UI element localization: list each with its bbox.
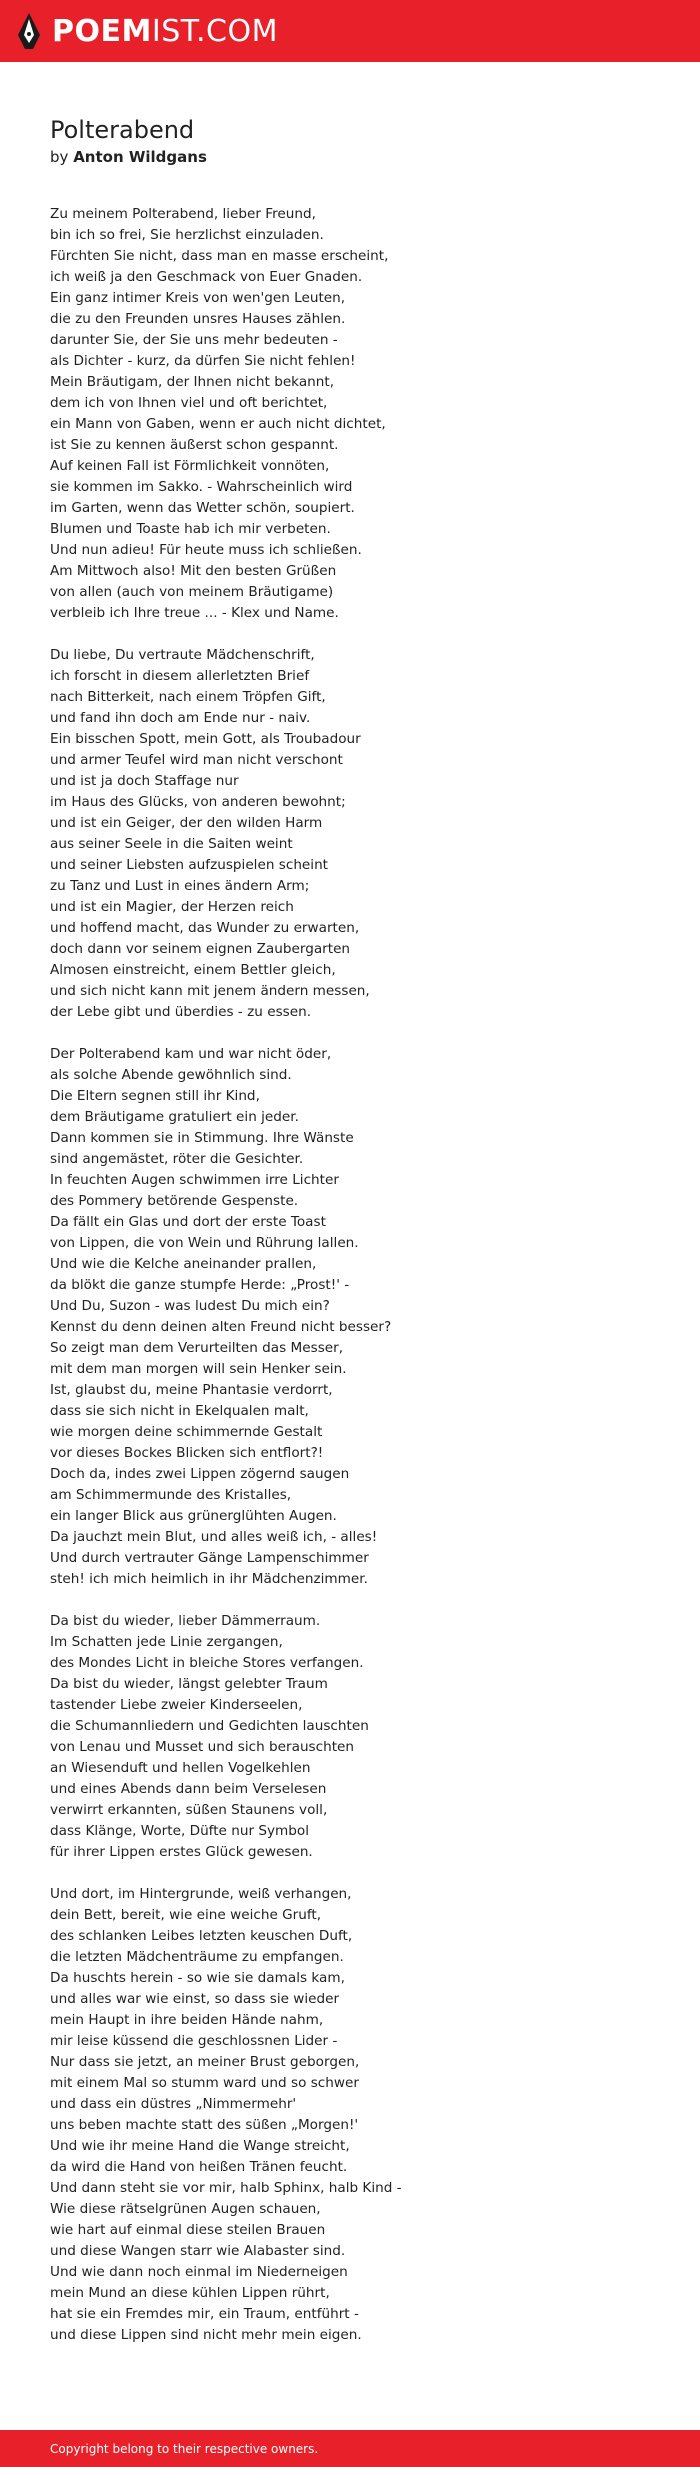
poem-line: und eines Abends dann beim Verselesen xyxy=(50,1781,327,1797)
site-footer xyxy=(0,2430,700,2467)
poem-line: dein Bett, bereit, wie eine weiche Gruft, xyxy=(50,1907,322,1923)
poem-line: ist Sie zu kennen äußerst schon gespannt. xyxy=(50,437,339,453)
poem-line: ich forscht in diesem allerletzten Brief xyxy=(50,668,310,684)
poem-line: mein Haupt in ihre beiden Hände nahm, xyxy=(50,2012,324,2028)
poem-line: Almosen einstreicht, einem Bettler gleich, xyxy=(50,962,336,978)
poem-line: hat sie ein Fremdes mir, ein Traum, entführt - xyxy=(50,2306,359,2322)
poem-line: Dann kommen sie in Stimmung. Ihre Wänste xyxy=(50,1130,354,1146)
poem-stanza xyxy=(50,204,650,624)
poem-line: Doch da, indes zwei Lippen zögernd saugen xyxy=(50,1466,350,1482)
poem-line: ein Mann von Gaben, wenn er auch nicht dichtet, xyxy=(50,416,386,432)
poem-line: dass Klänge, Worte, Düfte nur Symbol xyxy=(50,1823,310,1839)
poem-line: vor dieses Bockes Blicken sich entflort?! xyxy=(50,1445,324,1461)
poem-line: zu Tanz und Lust in eines ändern Arm; xyxy=(50,878,310,894)
poem-line: da wird die Hand von heißen Tränen feucht. xyxy=(50,2159,348,2175)
poem-line: Am Mittwoch also! Mit den besten Grüßen xyxy=(50,563,337,579)
poem-stanza xyxy=(50,645,650,1023)
site-logo-link[interactable] xyxy=(52,14,278,49)
poem-line: bin ich so frei, Sie herzlichst einzuladen. xyxy=(50,227,324,243)
poem-line: für ihrer Lippen erstes Glück gewesen. xyxy=(50,1844,313,1860)
poem-line: Und dort, im Hintergrunde, weiß verhangen, xyxy=(50,1886,352,1902)
poem-body xyxy=(50,204,650,2346)
poem-line: und ist ja doch Staffage nur xyxy=(50,773,239,789)
poem-line: Mein Bräutigam, der Ihnen nicht bekannt, xyxy=(50,374,335,390)
poem-line: Die Eltern segnen still ihr Kind, xyxy=(50,1088,260,1104)
poem-line: und seiner Liebsten aufzuspielen scheint xyxy=(50,857,329,873)
poem-line: Und wie dann noch einmal im Niederneigen xyxy=(50,2264,348,2280)
poem-line: Kennst du denn deinen alten Freund nicht besser? xyxy=(50,1319,392,1335)
footer-copyright: Copyright belong to their respective owners. xyxy=(50,2441,319,2456)
poem-line: und alles war wie einst, so dass sie wieder xyxy=(50,1991,340,2007)
poem-line: doch dann vor seinem eignen Zaubergarten xyxy=(50,941,351,957)
logo-light-text: IST.COM xyxy=(151,13,278,49)
poem-line: tastender Liebe zweier Kinderseelen, xyxy=(50,1697,303,1713)
poem-line: im Garten, wenn das Wetter schön, soupiert. xyxy=(50,500,355,516)
poem-line: und fand ihn doch am Ende nur - naiv. xyxy=(50,710,311,726)
site-header xyxy=(0,0,700,62)
poem-line: ein langer Blick aus grünerglühten Augen. xyxy=(50,1508,337,1524)
poem-line: von Lippen, die von Wein und Rührung lallen. xyxy=(50,1235,359,1251)
poem-line: und diese Wangen starr wie Alabaster sind. xyxy=(50,2243,346,2259)
poem-line: sie kommen im Sakko. - Wahrscheinlich wird xyxy=(50,479,353,495)
poem-line: Blumen und Toaste hab ich mir verbeten. xyxy=(50,521,331,537)
poem-line: darunter Sie, der Sie uns mehr bedeuten - xyxy=(50,332,338,348)
poem-line: des Mondes Licht in bleiche Stores verfangen. xyxy=(50,1655,364,1671)
poem-line: dem Bräutigame gratuliert ein jeder. xyxy=(50,1109,299,1125)
poem-line: aus seiner Seele in die Saiten weint xyxy=(50,836,293,852)
poem-line: da blökt die ganze stumpfe Herde: „Prost!' - xyxy=(50,1277,350,1293)
poem-stanza xyxy=(50,1044,650,1590)
poem-line: Ein ganz intimer Kreis von wen'gen Leuten, xyxy=(50,290,346,306)
poem-line: der Lebe gibt und überdies - zu essen. xyxy=(50,1004,312,1020)
poem-line: wie hart auf einmal diese steilen Brauen xyxy=(50,2222,326,2238)
poem-line: von allen (auch von meinem Bräutigame) xyxy=(50,584,334,600)
poem-line: Nur dass sie jetzt, an meiner Brust geborgen, xyxy=(50,2054,360,2070)
poem-line: mir leise küssend die geschlossnen Lider - xyxy=(50,2033,338,2049)
poem-line: Da bist du wieder, längst gelebter Traum xyxy=(50,1676,328,1692)
poem-line: mit einem Mal so stumm ward und so schwer xyxy=(50,2075,359,2091)
poem-line: des schlanken Leibes letzten keuschen Duft, xyxy=(50,1928,353,1944)
poem-line: Und wie die Kelche aneinander prallen, xyxy=(50,1256,317,1272)
poem-stanza xyxy=(50,1611,650,1863)
poem-line: von Lenau und Musset und sich berauschten xyxy=(50,1739,355,1755)
byline-prefix: by xyxy=(50,148,69,166)
poem-line: mit dem man morgen will sein Henker sein. xyxy=(50,1361,347,1377)
poem-line: Der Polterabend kam und war nicht öder, xyxy=(50,1046,332,1062)
poem-line: und dass ein düstres „Nimmermehr' xyxy=(50,2096,297,2112)
poem-line: sind angemästet, röter die Gesichter. xyxy=(50,1151,304,1167)
pen-nib-icon[interactable] xyxy=(18,13,40,49)
poem-content xyxy=(0,62,700,2346)
poem-line: an Wiesenduft und hellen Vogelkehlen xyxy=(50,1760,311,1776)
poem-line: die Schumannliedern und Gedichten lauschten xyxy=(50,1718,369,1734)
logo-bold-text: POEM xyxy=(52,13,152,49)
poem-line: Da jauchzt mein Blut, und alles weiß ich, - alles! xyxy=(50,1529,378,1545)
poem-line: als solche Abende gewöhnlich sind. xyxy=(50,1067,292,1083)
poem-line: und diese Lippen sind nicht mehr mein eigen. xyxy=(50,2327,362,2343)
poem-line: Und dann steht sie vor mir, halb Sphinx, halb Kind - xyxy=(50,2180,402,2196)
poem-line: Und wie ihr meine Hand die Wange streicht, xyxy=(50,2138,350,2154)
poem-author[interactable]: Anton Wildgans xyxy=(73,148,207,166)
poem-line: ich weiß ja den Geschmack von Euer Gnaden. xyxy=(50,269,363,285)
poem-line: Da fällt ein Glas und dort der erste Toast xyxy=(50,1214,326,1230)
poem-line: Wie diese rätselgrünen Augen schauen, xyxy=(50,2201,321,2217)
poem-line: steh! ich mich heimlich in ihr Mädchenzimmer. xyxy=(50,1571,368,1587)
poem-line: Und Du, Suzon - was ludest Du mich ein? xyxy=(50,1298,330,1314)
poem-line: und armer Teufel wird man nicht verschont xyxy=(50,752,343,768)
poem-line: als Dichter - kurz, da dürfen Sie nicht fehlen! xyxy=(50,353,356,369)
poem-line: die letzten Mädchenträume zu empfangen. xyxy=(50,1949,344,1965)
poem-line: Und nun adieu! Für heute muss ich schließen. xyxy=(50,542,362,558)
poem-line: Und durch vertrauter Gänge Lampenschimmer xyxy=(50,1550,369,1566)
poem-stanza xyxy=(50,1884,650,2346)
poem-line: Im Schatten jede Linie zergangen, xyxy=(50,1634,283,1650)
poem-title: Polterabend xyxy=(50,116,195,144)
poem-line: und sich nicht kann mit jenem ändern messen, xyxy=(50,983,370,999)
poem-line: Da huschts herein - so wie sie damals kam, xyxy=(50,1970,345,1986)
poem-line: wie morgen deine schimmernde Gestalt xyxy=(50,1424,323,1440)
poem-line: Ist, glaubst du, meine Phantasie verdorrt, xyxy=(50,1382,333,1398)
poem-line: In feuchten Augen schwimmen irre Lichter xyxy=(50,1172,339,1188)
poem-line: dem ich von Ihnen viel und oft berichtet, xyxy=(50,395,328,411)
poem-line: Du liebe, Du vertraute Mädchenschrift, xyxy=(50,647,315,663)
poem-line: verwirrt erkannten, süßen Staunens voll, xyxy=(50,1802,328,1818)
poem-line: Fürchten Sie nicht, dass man en masse erscheint, xyxy=(50,248,389,264)
poem-line: uns beben machte statt des süßen „Morgen!' xyxy=(50,2117,359,2133)
poem-line: Da bist du wieder, lieber Dämmerraum. xyxy=(50,1613,321,1629)
poem-line: Auf keinen Fall ist Förmlichkeit vonnöten, xyxy=(50,458,330,474)
poem-line: dass sie sich nicht in Ekelqualen malt, xyxy=(50,1403,309,1419)
poem-line: und hoffend macht, das Wunder zu erwarten, xyxy=(50,920,360,936)
poem-line: Zu meinem Polterabend, lieber Freund, xyxy=(50,206,316,222)
poem-byline xyxy=(50,148,650,166)
poem-line: und ist ein Magier, der Herzen reich xyxy=(50,899,294,915)
poem-line: im Haus des Glücks, von anderen bewohnt; xyxy=(50,794,346,810)
poem-line: Ein bisschen Spott, mein Gott, als Troubadour xyxy=(50,731,361,747)
poem-line: So zeigt man dem Verurteilten das Messer, xyxy=(50,1340,344,1356)
poem-line: und ist ein Geiger, der den wilden Harm xyxy=(50,815,323,831)
poem-line: des Pommery betörende Gespenste. xyxy=(50,1193,299,1209)
poem-line: am Schimmermunde des Kristalles, xyxy=(50,1487,292,1503)
poem-line: verbleib ich Ihre treue ... - Klex und Name. xyxy=(50,605,339,621)
poem-line: die zu den Freunden unsres Hauses zählen. xyxy=(50,311,346,327)
poem-line: nach Bitterkeit, nach einem Tröpfen Gift, xyxy=(50,689,326,705)
poem-line: mein Mund an diese kühlen Lippen rührt, xyxy=(50,2285,330,2301)
